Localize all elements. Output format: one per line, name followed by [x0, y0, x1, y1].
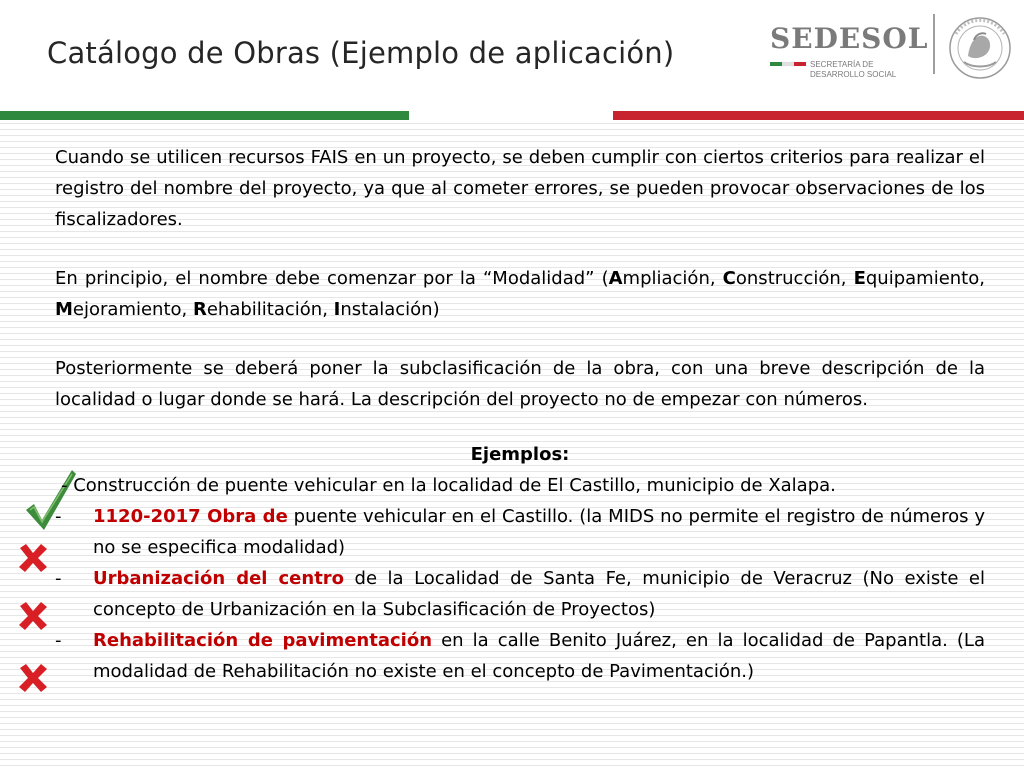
error-highlight: Rehabilitación de pavimentación — [93, 630, 433, 651]
bad-example — [55, 501, 985, 563]
bad-example-text — [93, 563, 985, 625]
sedesol-logo — [770, 22, 929, 86]
bad-example-rest: puente vehicular en el Castillo. (la MIDS no permite el registro de números y no se especifica modalidad) — [93, 506, 985, 558]
logo-name: SEDESOL — [770, 22, 929, 55]
bullet-dash: - — [55, 506, 62, 527]
paragraph-modalidad — [55, 263, 985, 325]
bullet-dash: - — [55, 630, 62, 651]
bad-example — [55, 563, 985, 625]
logo-color-bar — [770, 62, 806, 66]
header-rule-red — [613, 111, 1024, 120]
bad-example — [55, 625, 985, 687]
bad-example-text — [93, 501, 985, 563]
paragraph-subclasificacion: Posteriormente se deberá poner la subclasificación de la obra, con una breve descripción de la localidad o lugar donde se hará. La descripción del proyecto no de empezar con números. — [55, 358, 985, 410]
cross-icon — [16, 542, 50, 574]
slide-title: Catálogo de Obras (Ejemplo de aplicación) — [47, 36, 675, 70]
logo-subtitle — [810, 60, 896, 80]
mod-rest: ehabilitación, — [206, 299, 334, 320]
mod-rest: onstrucción, — [735, 268, 854, 289]
bad-example-rest: en la calle Benito Juárez, en la localidad de Papantla. (La modalidad de Rehabilitación no existe en el concepto de Pavimentación.) — [93, 630, 985, 682]
slide-body — [55, 142, 985, 687]
cross-icon — [16, 662, 50, 694]
paragraph-fais: Cuando se utilicen recursos FAIS en un proyecto, se deben cumplir con ciertos criterios para realizar el registro del nombre del proyecto, ya que al cometer errores, se pueden provocar observaciones de los fiscalizadores. — [55, 147, 985, 230]
mod-initial: E — [853, 268, 866, 289]
mod-initial: R — [192, 299, 207, 320]
mod-rest: ejoramiento, — [72, 299, 193, 320]
mod-initial: C — [722, 268, 736, 289]
mod-rest: mpliación, — [622, 268, 723, 289]
mexico-seal-icon — [944, 10, 1016, 82]
logo-line-1: SECRETARÍA DE — [810, 60, 874, 69]
bullet-dash: - — [55, 568, 62, 589]
modalidad-intro: En principio, el nombre debe comenzar por la “Modalidad” ( — [55, 268, 609, 289]
cross-icon — [16, 600, 50, 632]
mod-initial: M — [55, 299, 73, 320]
mod-initial: I — [333, 299, 341, 320]
error-highlight: 1120-2017 Obra de — [93, 506, 288, 527]
bad-example-text — [93, 625, 985, 687]
error-highlight: Urbanización del centro — [93, 568, 345, 589]
mod-rest: quipamiento, — [865, 268, 985, 289]
header-rule-green — [0, 111, 409, 120]
header-divider — [933, 14, 935, 74]
examples-title: Ejemplos: — [470, 444, 570, 465]
good-example: - Construcción de puente vehicular en la localidad de El Castillo, municipio de Xalapa. — [61, 475, 836, 496]
mod-initial: A — [608, 268, 623, 289]
mod-rest: nstalación) — [340, 299, 440, 320]
bad-example-rest: de la Localidad de Santa Fe, municipio de Veracruz (No existe el concepto de Urbanización en la Subclasificación de Proyectos) — [93, 568, 985, 620]
logo-line-2: DESARROLLO SOCIAL — [810, 70, 897, 79]
